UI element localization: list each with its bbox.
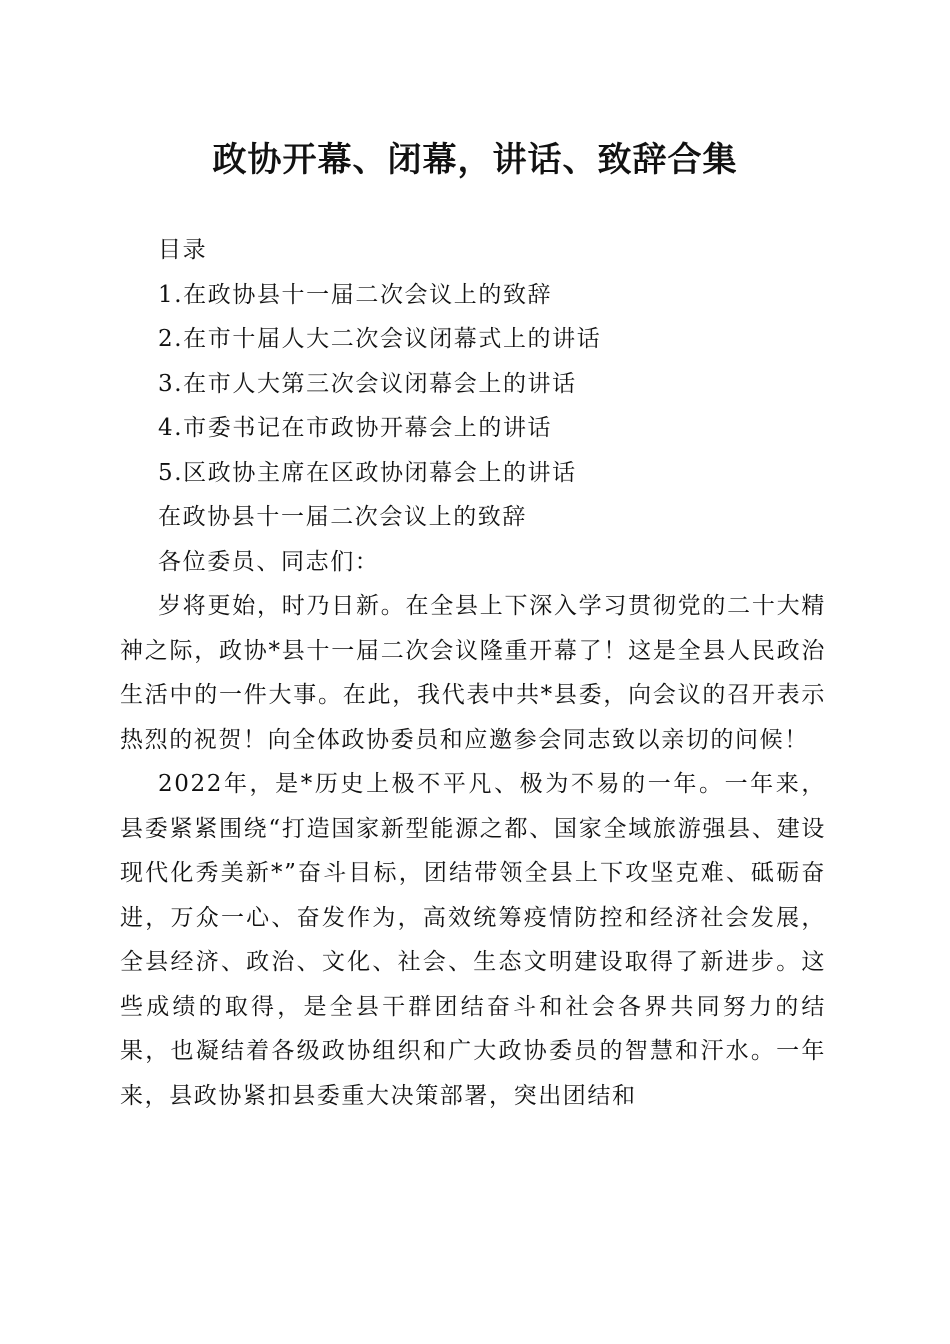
- salutation: 各位委员、同志们：: [158, 548, 380, 575]
- document-title: 政协开幕、闭幕，讲话、致辞合集: [212, 140, 738, 180]
- document-body: [120, 228, 826, 1118]
- toc-heading: 目录: [158, 237, 208, 263]
- body-paragraph: 2022年，是*历史上极不平凡、极为不易的一年。一年来，县委紧紧围绕“打造国家新型能源之都、国家全域旅游强县、建设现代化秀美新*”奋斗目标，团结带领全县上下攻坚克难、砥砺奋进，万众一心、奋发作为，高效统筹疫情防控和经济社会发展，全县经济、政治、文化、社会、生态文明建设取得了新进步。这些成绩的取得，是全县干群团结奋斗和社会各界共同努力的结果，也凝结着各级政协组织和广大政协委员的智慧和汗水。一年来，县政协紧扣县委重大决策部署，突出团结和: [120, 771, 826, 1109]
- toc-item: 2.在市十届人大二次会议闭幕式上的讲话: [158, 326, 602, 352]
- toc-item: 4.市委书记在市政协开幕会上的讲话: [158, 415, 553, 441]
- section-title: 在政协县十一届二次会议上的致辞: [158, 504, 527, 530]
- toc-item: 5.区政协主席在区政协闭幕会上的讲话: [158, 459, 577, 486]
- body-paragraph: 岁将更始，时乃日新。在全县上下深入学习贯彻党的二十大精神之际，政协*县十一届二次会议隆重开幕了！这是全县人民政治生活中的一件大事。在此，我代表中共*县委，向会议的召开表示热烈的祝贺！向全体政协委员和应邀参会同志致以亲切的问候！: [120, 593, 826, 753]
- toc-item: 1.在政协县十一届二次会议上的致辞: [158, 281, 553, 308]
- toc-item: 3.在市人大第三次会议闭幕会上的讲话: [158, 370, 577, 397]
